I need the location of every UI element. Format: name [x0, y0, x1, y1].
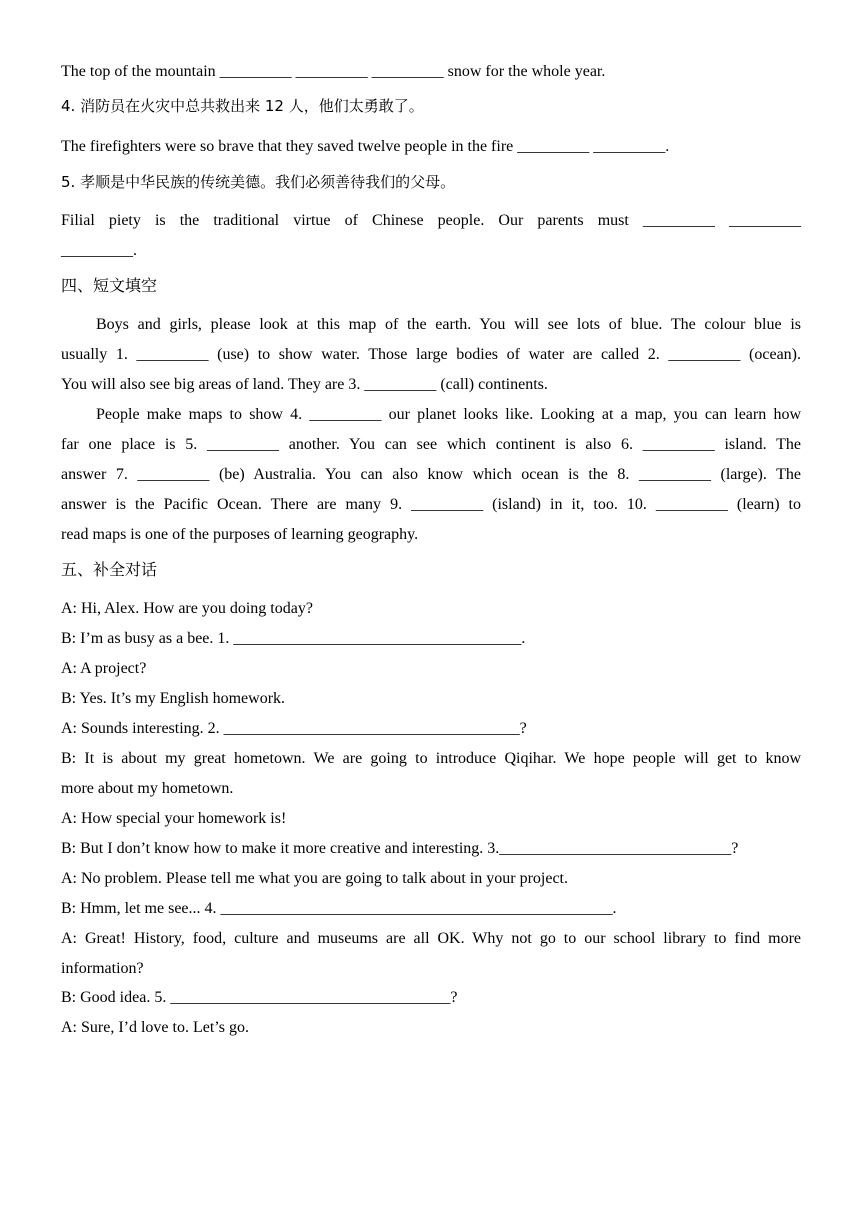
q5-english-sentence-line1: Filial piety is the traditional virtue of Chinese people. Our parents must _________ _________	[61, 212, 801, 229]
passage-line: answer 7. _________ (be) Australia. You can also know which ocean is the 8. _________ (large). The	[61, 466, 801, 483]
q5-chinese-prompt: 5. 孝顺是中华民族的传统美德。我们必须善待我们的父母。	[61, 173, 456, 191]
dialogue-line: A: Hi, Alex. How are you doing today?	[61, 600, 313, 617]
section4-heading: 四、短文填空	[61, 276, 158, 295]
passage-line: usually 1. _________ (use) to show water. Those large bodies of water are called 2. _________ (ocean).	[61, 346, 801, 363]
q3-english-sentence: The top of the mountain _________ _________ _________ snow for the whole year.	[61, 63, 606, 80]
dialogue-line: B: Good idea. 5. ___________________________________?	[61, 989, 458, 1006]
passage-line: Boys and girls, please look at this map of the earth. You will see lots of blue. The colour blue is	[96, 316, 801, 333]
passage-line: People make maps to show 4. _________ our planet looks like. Looking at a map, you can learn how	[96, 406, 801, 423]
section5-heading: 五、补全对话	[61, 560, 158, 579]
q4-chinese-prompt: 4. 消防员在火灾中总共救出来 12 人，他们太勇敢了。	[61, 97, 424, 115]
q5-english-sentence-line2: _________.	[61, 242, 137, 259]
dialogue-line: B: I’m as busy as a bee. 1. ____________________________________.	[61, 630, 526, 647]
dialogue-line: B: It is about my great hometown. We are going to introduce Qiqihar. We hope people will get to know	[61, 750, 801, 767]
dialogue-line: A: No problem. Please tell me what you are going to talk about in your project.	[61, 870, 568, 887]
passage-line: far one place is 5. _________ another. You can see which continent is also 6. _________ island. The	[61, 436, 801, 453]
dialogue-line: B: But I don’t know how to make it more creative and interesting. 3._____________________________?	[61, 840, 739, 857]
dialogue-line: information?	[61, 960, 144, 977]
dialogue-line: A: Great! History, food, culture and museums are all OK. Why not go to our school library to find more	[61, 930, 801, 947]
dialogue-line: A: How special your homework is!	[61, 810, 287, 827]
dialogue-line: B: Hmm, let me see... 4. _________________________________________________.	[61, 900, 617, 917]
dialogue-line: more about my hometown.	[61, 780, 234, 797]
dialogue-line: A: A project?	[61, 660, 147, 677]
passage-line: answer is the Pacific Ocean. There are many 9. _________ (island) in it, too. 10. _________ (learn) to	[61, 496, 801, 513]
dialogue-line: A: Sure, I’d love to. Let’s go.	[61, 1019, 249, 1036]
passage-line: read maps is one of the purposes of learning geography.	[61, 526, 419, 543]
dialogue-line: A: Sounds interesting. 2. _____________________________________?	[61, 720, 527, 737]
dialogue-line: B: Yes. It’s my English homework.	[61, 690, 286, 707]
passage-line: You will also see big areas of land. They are 3. _________ (call) continents.	[61, 376, 548, 393]
q4-english-sentence: The firefighters were so brave that they saved twelve people in the fire _________ _________.	[61, 138, 670, 155]
